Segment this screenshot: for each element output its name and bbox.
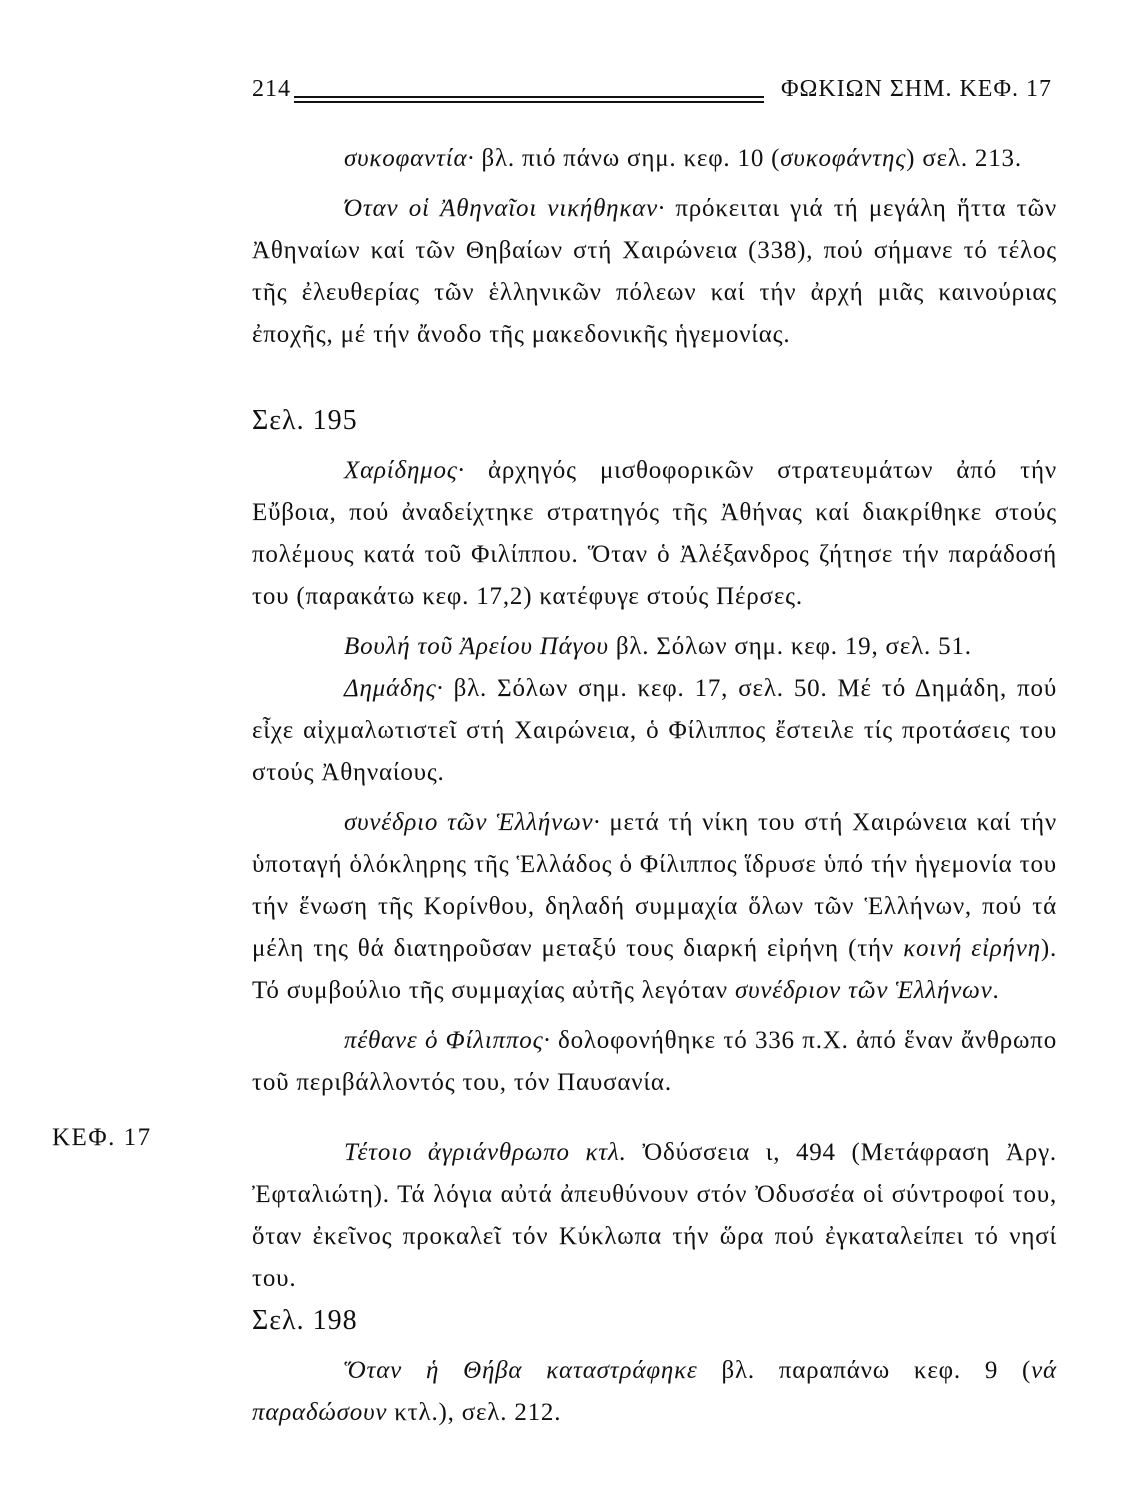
entry-lemma: Βουλή τοῦ Ἀρείου Πάγου [344,633,609,660]
entry-text: μετά τή νίκη του στή Χαιρώνεια καί τήν ὑποταγή ὁλόκληρης τῆς Ἑλλάδος ὁ Φίλιππος ἵδρυσε ὑπό τήν ἡγεμονία του τήν ἕνωση τῆς Κορίνθου, δηλαδή συμμαχία ὅλων τῶν Ἑλλήνων, πού τά μέλη της θά διατηροῦσαν μεταξύ τους διαρκή εἰρήνη (τήν [252,809,1057,962]
entry-lemma-inline: κοινή εἰρήνη [903,935,1041,962]
entry-lemma-inline-2: συνέδριον τῶν Ἑλλήνων [734,977,993,1004]
entry-athenians-defeated [252,188,1057,356]
entry-demades [252,668,1057,794]
entry-text: δολοφονήθηκε τό 336 π.Χ. ἀπό ἕναν ἄνθρωπο τοῦ περιβάλλοντός του, τόν Παυσανία. [252,1027,1057,1096]
entry-text-cont: ). Τό συμβούλιο τῆς συμμαχίας αὐτῆς λεγόταν [252,935,1057,1004]
entry-text: βλ. Σόλων σημ. κεφ. 17, σελ. 50. Μέ τό Δημάδη, πού εἶχε αἰχμαλωτιστεῖ στή Χαιρώνεια, ὁ Φίλιππος ἔστειλε τίς προτάσεις του στούς Ἀθηναίους. [252,675,1057,786]
entry-text-cont: κτλ.), σελ. 212. [387,1399,562,1426]
entry-text-cont: ) σελ. 213. [906,145,1022,172]
entry-text: βλ. πιό πάνω σημ. κεφ. 10 ( [474,145,781,172]
entry-sykofantia [252,138,1057,180]
commentary-body [252,138,1057,1434]
entry-lemma: Τέτοιο ἀγριάνθρωπο κτλ. [344,1139,627,1166]
section-heading-195: Σελ. 195 [252,405,358,436]
entry-lemma-inline: συκοφάντης [780,145,907,172]
page-number: 214 [252,76,291,102]
entry-lemma: πέθανε ὁ Φίλιππος· [344,1027,551,1054]
entry-areopagus [252,626,1057,668]
entry-text: Ὀδύσσεια ι, 494 (Μετάφραση Ἀργ. Ἐφταλιώτη). Τά λόγια αὐτά ἀπευθύνουν στόν Ὀδυσσέα οἱ σύντροφοί του, ὅταν ἐκεῖνος προκαλεῖ τόν Κύκλωπα τήν ὥρα πού ἐγκαταλείπει τό νησί του. [252,1139,1057,1292]
entry-lemma: Όταν οἱ Ἀθηναῖοι νικήθηκαν· [344,195,666,222]
entry-lemma: Χαρίδημος· [344,457,465,484]
entry-lemma: συνέδριο τῶν Ἑλλήνων· [344,809,601,836]
entry-lemma: Ὅταν ἡ Θήβα καταστράφηκε [344,1357,698,1384]
page-header [252,76,1052,116]
entry-lemma: συκοφαντία· [344,145,475,172]
entry-lemma: Δημάδης· [344,675,444,702]
entry-charidemos [252,450,1057,618]
entry-text: ἀρχηγός μισθοφορικῶν στρατευμάτων ἀπό τήν Εὔβοια, πού ἀναδείχτηκε στρατηγός τῆς Ἀθήνας καί διακρίθηκε στούς πολέμους κατά τοῦ Φιλίππου. Ὅταν ὁ Ἀλέξανδρος ζήτησε τήν παράδοσή του (παρακάτω κεφ. 17,2) κατέφυγε στούς Πέρσες. [252,457,1057,610]
entry-thebes-destroyed [252,1350,1057,1434]
margin-chapter-note: ΚΕΦ. 17 [52,1124,152,1151]
entry-text: βλ. παραπάνω κεφ. 9 ( [697,1357,1032,1384]
entry-text: βλ. Σόλων σημ. κεφ. 19, σελ. 51. [608,633,972,660]
entry-lemma-inline: νά παραδώσουν [252,1357,1057,1426]
section-heading-198: Σελ. 198 [252,1305,358,1336]
entry-text-end: . [992,977,1000,1004]
entry-cyclops [252,1132,1057,1300]
entry-text: πρόκειται γιά τή μεγάλη ἥττα τῶν Ἀθηναίων καί τῶν Θηβαίων στή Χαιρώνεια (338), πού σήμανε τό τέλος τῆς ἐλευθερίας τῶν ἑλληνικῶν πόλεων καί τήν ἀρχή μιᾶς καινούριας ἐποχῆς, μέ τήν ἄνοδο τῆς μακεδονικῆς ἡγεμονίας. [252,195,1057,348]
entry-synedrio [252,802,1057,1012]
running-head: ΦΩΚΙΩΝ ΣΗΜ. ΚΕΦ. 17 [780,76,1052,102]
entry-philip-died [252,1020,1057,1104]
header-double-rule [294,96,764,103]
